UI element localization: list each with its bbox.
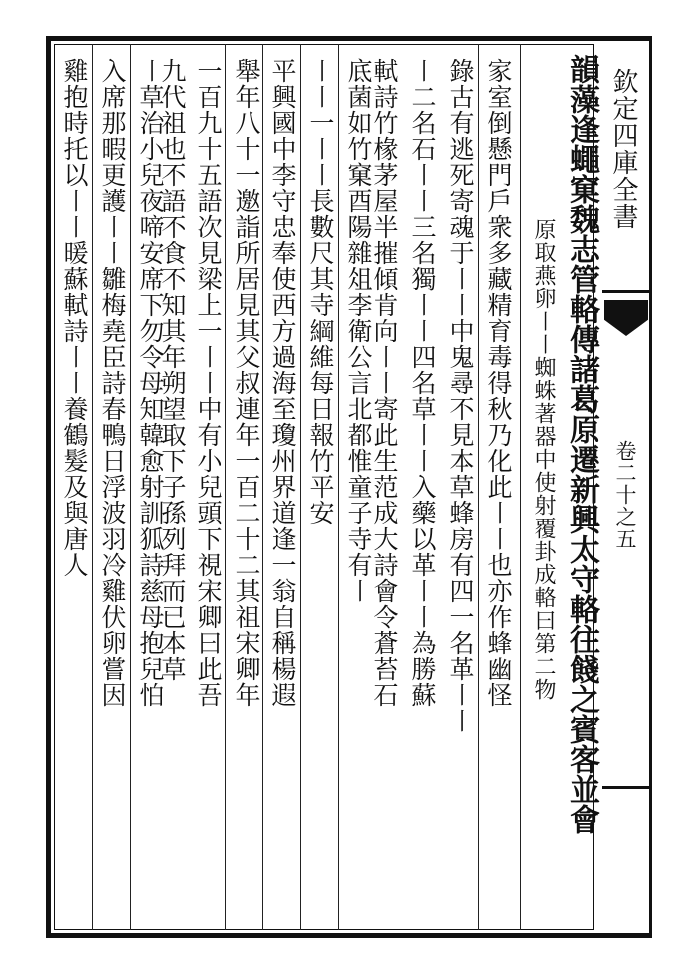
entry-text-column: 〡草治小兒夜啼安席下勿令母知韓愈射訓狐詩慈母抱兒怕 xyxy=(136,58,165,708)
entry-text-column: 入席那暇更護〡〡雛梅堯臣詩春鴨日浮波羽冷雞伏卵嘗因 xyxy=(98,58,127,708)
entry-text-column: 原取燕卵〡〡蜘蛛著器中使射覆卦成輅曰第二物 xyxy=(531,218,556,701)
entry-text-column: 〡〡一〡〡長數尺其寺綱維每日報竹平安 xyxy=(306,58,335,526)
volume-label: 卷二十之五 xyxy=(613,440,637,550)
column-rule xyxy=(478,44,479,930)
book-margin xyxy=(602,40,650,936)
entry-text-column: 底菌如竹窠酉陽雜俎李衛公言北都惟童子寺有〡 xyxy=(344,58,373,604)
entry-text-column: 韻藻逢蠅窠魏志管輅傳諸葛原遷新興太守輅往餞之賓客並會 xyxy=(564,54,599,834)
margin-rule-upper xyxy=(602,290,650,293)
margin-rule-lower xyxy=(602,786,650,789)
column-rule xyxy=(338,44,339,930)
column-rule xyxy=(130,44,131,930)
entry-text-column: 九代祖也不語不食不知其年朔望取下子孫列拜而已本草 xyxy=(158,58,187,682)
entry-text-column: 家室倒懸門戶衆多藏精育毒得秋乃化此〡〡也亦作蜂幽怪 xyxy=(484,58,513,708)
column-rule xyxy=(225,44,226,930)
column-rule xyxy=(520,44,521,930)
column-rule xyxy=(92,44,93,930)
entry-text-column: 軾詩竹椽茅屋半摧傾肯向〡〡寄此生范成大詩會令蒼苔石 xyxy=(370,58,399,708)
entry-text-column: 平興國中李守忠奉使西方過海至瓊州界道逢一翁自稱楊遐 xyxy=(268,58,297,708)
entry-text-column: 〡二名石〡〡三名獨〡〡四名草〡〡入藥以革〡〡為勝蘇 xyxy=(408,58,437,708)
entry-text-column: 雞抱時托以〡〡暖蘇軾詩〡〡養鶴髮及與唐人 xyxy=(60,58,89,578)
entry-text-column: 錄古有逃死寄魂于〡〡中鬼尋不見本草蜂房有四一名革〡〡 xyxy=(446,58,475,734)
column-rule xyxy=(300,44,301,930)
entry-text-column: 舉年八十一邀詣所居見其父叔連年一百二十二其祖宋卿年 xyxy=(232,58,261,708)
library-title: 欽定四庫全書 xyxy=(608,68,638,230)
entry-text-column: 一百九十五語次見梁上一〡〡中有小兒頭下視宋卿曰此吾 xyxy=(194,58,223,708)
column-rule xyxy=(262,44,263,930)
